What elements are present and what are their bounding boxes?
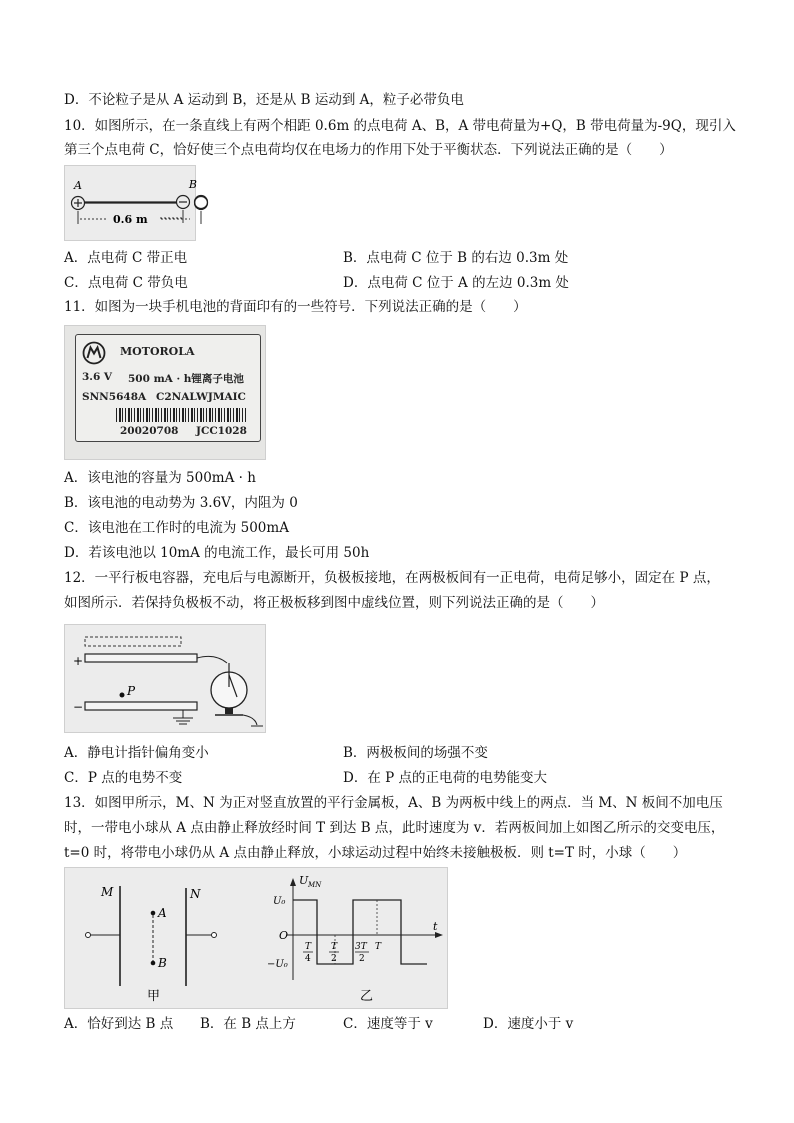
- q12-option-c[interactable]: C．P 点的电势不变: [64, 770, 183, 786]
- neg-u0-label: −U₀: [267, 959, 288, 970]
- battery-barcode: [116, 408, 246, 422]
- q13-figure: [64, 867, 448, 1009]
- q11-option-d[interactable]: D．若该电池以 10mA 的电流工作，最长可用 50h: [64, 545, 370, 561]
- minus-sign: −: [73, 700, 84, 714]
- figure-jia: [86, 885, 217, 1004]
- dashed-plate-position: [85, 637, 181, 646]
- x-axis-label: t: [433, 920, 438, 933]
- battery-date: 20020708: [120, 425, 179, 437]
- tick-t: T: [375, 942, 382, 952]
- point-b-dot: [151, 961, 156, 966]
- plate-m-label: M: [101, 885, 114, 899]
- q13-option-d[interactable]: D．速度小于 v: [483, 1016, 574, 1032]
- point-a-dot: [151, 911, 156, 916]
- q10-option-b[interactable]: B．点电荷 C 位于 B 的右边 0.3m 处: [343, 250, 569, 266]
- caption-jia: 甲: [147, 989, 161, 1004]
- u0-label: U₀: [273, 896, 286, 907]
- point-p-label: P: [127, 684, 136, 698]
- q10-option-c[interactable]: C．点电荷 C 带负电: [64, 275, 188, 291]
- q11-stem: 11．如图为一块手机电池的背面印有的一些符号．下列说法正确的是（ ）: [64, 299, 527, 315]
- q13-option-b[interactable]: B．在 B 点上方: [200, 1016, 296, 1032]
- motorola-logo-icon: [82, 341, 106, 365]
- battery-voltage: 3.6 V: [82, 371, 113, 383]
- point-b-label: B: [158, 956, 167, 970]
- plus-sign: +: [73, 654, 84, 668]
- tick-3t2-num: 3T: [355, 942, 367, 952]
- battery-brand: MOTOROLA: [120, 345, 195, 358]
- q10-option-d[interactable]: D．点电荷 C 位于 A 的左边 0.3m 处: [343, 275, 569, 291]
- y-axis-subscript: MN: [308, 881, 322, 889]
- battery-label-panel: [75, 334, 261, 442]
- q12-stem-line1: 12．一平行板电容器，充电后与电源断开，负极板接地，在两极板间有一正电荷，电荷足够小，固定在 P 点，: [64, 570, 720, 586]
- tick-3t2-den: 2: [359, 954, 365, 964]
- q13-stem-line1: 13．如图甲所示，M、N 为正对竖直放置的平行金属板，A、B 为两板中线上的两点．当 M、N 板间不加电压: [64, 795, 723, 811]
- plate-n-label: N: [190, 887, 201, 901]
- q13-stem-line2: 时，一带电小球从 A 点由静止释放经时间 T 到达 B 点，此时速度为 v．若两板间加上如图乙所示的交变电压，: [64, 820, 725, 836]
- origin-label: O: [279, 929, 289, 942]
- point-a-label: A: [158, 906, 167, 920]
- point-p-dot: [120, 693, 125, 698]
- caption-yi: 乙: [360, 989, 374, 1004]
- figure-yi: [267, 874, 443, 1004]
- q13-option-a[interactable]: A．恰好到达 B 点: [64, 1016, 174, 1032]
- electrometer-icon: [211, 663, 247, 715]
- q10-label-a: A: [74, 179, 82, 192]
- q10-stem-line1: 10．如图所示，在一条直线上有两个相距 0.6m 的点电荷 A、B，A 带电荷量为+Q，B 带电荷量为-9Q，现引入: [64, 118, 736, 134]
- q10-distance-label: 0.6 m: [113, 213, 148, 226]
- q12-stem-line2: 如图所示．若保持负极板不动，将正极板移到图中虚线位置，则下列说法正确的是（ ）: [64, 595, 604, 611]
- tick-t2-den: 2: [331, 954, 337, 964]
- q9-option-d: D．不论粒子是从 A 运动到 B，还是从 B 运动到 A，粒子必带负电: [64, 92, 464, 108]
- tick-t2-num: T: [331, 942, 338, 952]
- q10-option-a[interactable]: A．点电荷 C 带正电: [64, 250, 188, 266]
- q11-option-c[interactable]: C．该电池在工作时的电流为 500mA: [64, 520, 289, 536]
- q11-option-a[interactable]: A．该电池的容量为 500mA · h: [64, 470, 256, 486]
- q13-option-c[interactable]: C．速度等于 v: [343, 1016, 433, 1032]
- q12-option-d[interactable]: D．在 P 点的正电荷的电势能变大: [343, 770, 547, 786]
- q10-stem-line2: 第三个点电荷 C，恰好使三个点电荷均仅在电场力的作用下处于平衡状态．下列说法正确的是（ ）: [64, 142, 673, 158]
- battery-capacity: 500 mA · h锂离子电池: [128, 373, 244, 385]
- q12-capacitor-figure: [64, 624, 266, 733]
- tick-t4-den: 4: [305, 954, 311, 964]
- q10-label-b-text: B: [188, 178, 197, 191]
- q13-stem-line3: t=0 时，将带电小球仍从 A 点由静止释放，小球运动过程中始终未接触极板．则 t=T 时，小球（ ）: [64, 845, 687, 861]
- q12-option-a[interactable]: A．静电计指针偏角变小: [64, 745, 209, 761]
- q12-option-b[interactable]: B．两极板间的场强不变: [343, 745, 488, 761]
- q11-battery-figure: [64, 325, 266, 460]
- positive-plate: [85, 654, 197, 662]
- tick-t4-num: T: [305, 942, 312, 952]
- battery-code: C2NALWJMAIC: [156, 391, 246, 403]
- negative-plate: [85, 702, 197, 710]
- battery-cert: JCC1028: [196, 425, 247, 437]
- y-axis-label: U: [299, 874, 309, 887]
- q11-option-b[interactable]: B．该电池的电动势为 3.6V，内阻为 0: [64, 495, 298, 511]
- battery-model: SNN5648A: [82, 391, 147, 403]
